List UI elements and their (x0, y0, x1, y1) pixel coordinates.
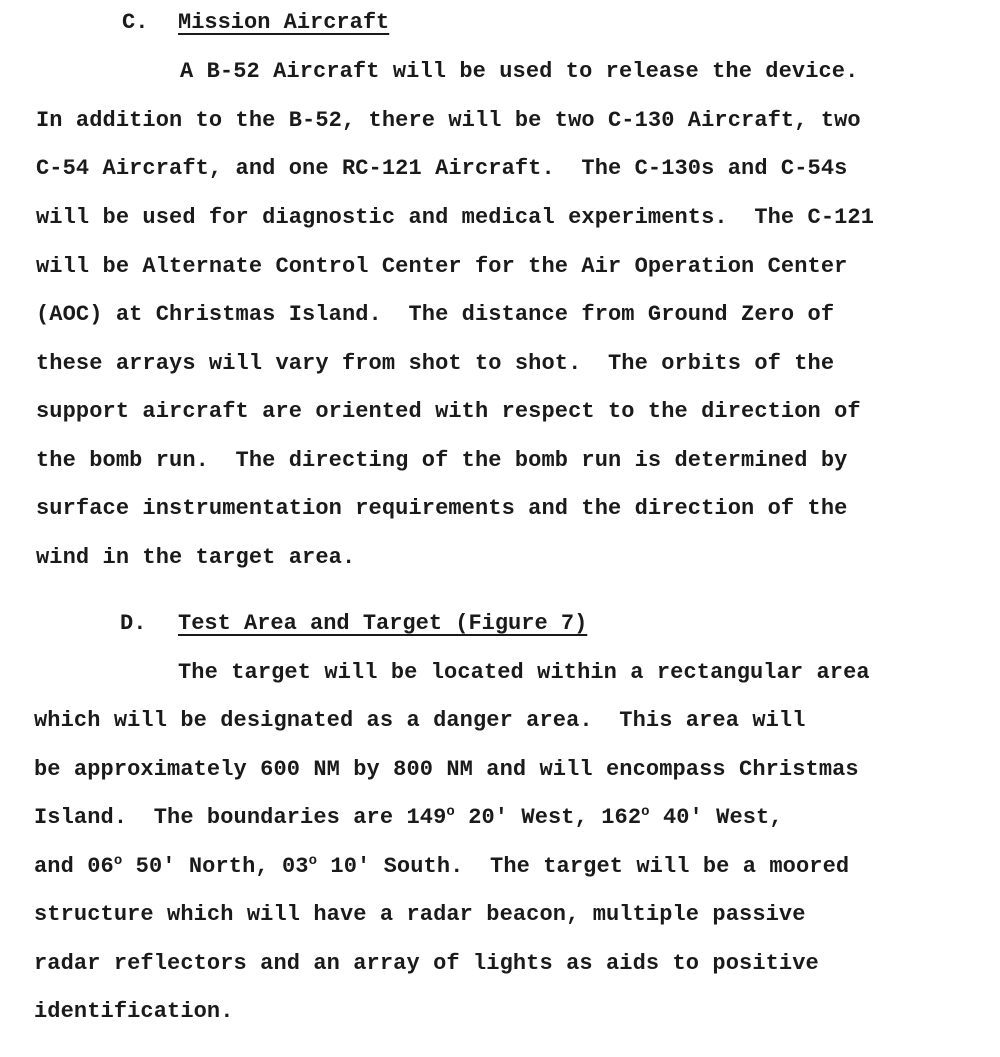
degree-symbol: o (308, 853, 318, 869)
line-4-part-b: 20' West, 162 (454, 805, 642, 830)
section-d-line-8: identification. (34, 999, 234, 1024)
degree-symbol: o (446, 804, 455, 820)
section-c-line-10: surface instrumentation requirements and the direction of the (36, 496, 848, 521)
line-5-part-a: and 06 (34, 854, 114, 879)
section-d-letter: D. (120, 611, 147, 636)
line-4-part-c: 40' West, (649, 805, 783, 830)
section-c-line-5: will be Alternate Control Center for the Air Operation Center (36, 254, 848, 279)
section-c-line-6: (AOC) at Christmas Island. The distance from Ground Zero of (36, 302, 835, 327)
section-c-line-1: A B-52 Aircraft will be used to release the device. (180, 59, 859, 84)
section-d-line-6: structure which will have a radar beacon, multiple passive (34, 902, 806, 927)
section-c-title: Mission Aircraft (178, 10, 390, 35)
section-c-letter: C. (122, 10, 149, 35)
section-c-line-9: the bomb run. The directing of the bomb run is determined by (36, 448, 848, 473)
section-d-line-1: The target will be located within a rectangular area (178, 660, 870, 685)
section-c-line-11: wind in the target area. (36, 545, 356, 570)
degree-symbol: o (641, 804, 650, 820)
line-4-part-a: Island. The boundaries are 149 (34, 805, 447, 830)
line-5-part-b: 50' North, 03 (122, 854, 309, 879)
section-c-line-4: will be used for diagnostic and medical experiments. The C-121 (36, 205, 875, 230)
section-c-line-8: support aircraft are oriented with respect to the direction of (36, 399, 861, 424)
section-d-line-5 (34, 854, 849, 880)
section-d-line-2: which will be designated as a danger area. This area will (34, 708, 806, 733)
section-d-line-4 (34, 805, 783, 831)
degree-symbol: o (113, 853, 123, 869)
section-c-line-3: C-54 Aircraft, and one RC-121 Aircraft. The C-130s and C-54s (36, 156, 848, 181)
section-c-line-2: In addition to the B-52, there will be two C-130 Aircraft, two (36, 108, 861, 133)
section-d-line-3: be approximately 600 NM by 800 NM and will encompass Christmas (34, 757, 859, 782)
section-c-line-7: these arrays will vary from shot to shot. The orbits of the (36, 351, 835, 376)
line-5-part-c: 10' South. The target will be a moored (317, 854, 850, 879)
section-d-title: Test Area and Target (Figure 7) (178, 611, 588, 636)
section-d-line-7: radar reflectors and an array of lights as aids to positive (34, 951, 819, 976)
